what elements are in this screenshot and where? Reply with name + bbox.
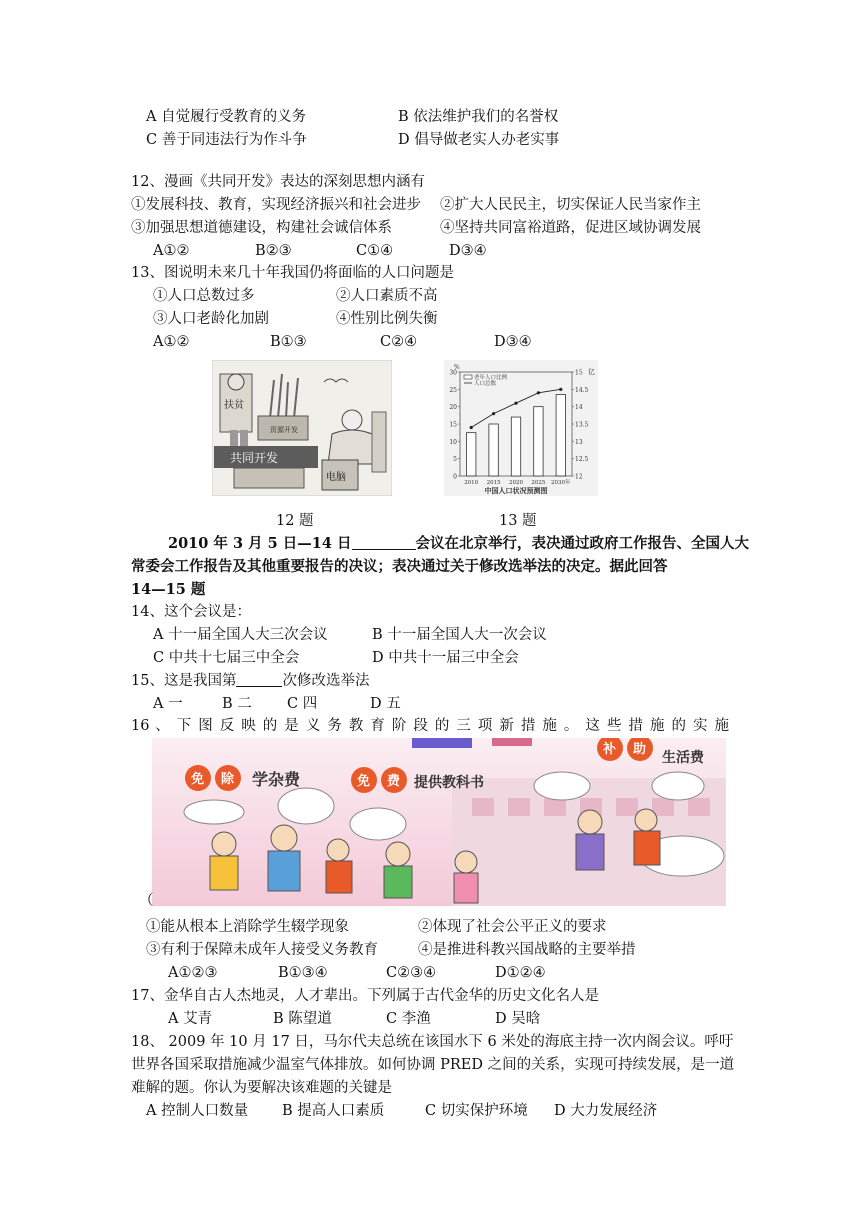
q14-stem: 14、这个会议是：: [131, 604, 251, 620]
intro-line-3: 14—15 题: [131, 581, 206, 598]
q14-option-d: D 中共十一届三中全会: [372, 650, 519, 666]
q13-option-b: B①③: [270, 334, 307, 350]
education-measures-poster: [152, 738, 726, 906]
q14-option-b: B 十一届全国人大一次会议: [372, 627, 547, 643]
chart-bar: [466, 433, 475, 476]
q18-option-c: C 切实保护环境: [425, 1103, 528, 1119]
chart-left-axis-unit: %: [454, 364, 460, 371]
q13-statement-4: ④性别比例失衡: [336, 311, 438, 327]
chart-left-tick-label: 25: [449, 386, 457, 394]
intro-blank: [352, 535, 416, 550]
q15-stem-end: 次修改选举法: [282, 673, 370, 689]
q12-statement-3: ③加强思想道德建设，构建社会诚信体系: [131, 220, 392, 236]
q15-stem: [131, 672, 369, 690]
chart-left-tick-label: 10: [449, 438, 457, 446]
q15-option-d: D 五: [370, 696, 401, 712]
q15-option-c: C 四: [287, 696, 318, 712]
q12-option-a: A①②: [153, 243, 190, 259]
q13-option-c: C②④: [380, 334, 418, 350]
q17-option-d: D 吴晗: [495, 1011, 541, 1027]
q16-statement-4: ④是推进科教兴国战略的主要举措: [418, 942, 636, 958]
q17-option-b: B 陈望道: [273, 1011, 332, 1027]
chart-right-tick-label: 14.5: [575, 386, 589, 394]
q15-stem-start: 15、这是我国第: [131, 673, 237, 689]
cartoon-title-label: 共同开发: [230, 451, 279, 465]
q12-option-c: C①④: [356, 243, 394, 259]
q12-option-d: D③④: [449, 243, 487, 259]
q16-option-a: A①②③: [168, 965, 218, 981]
population-chart: [444, 360, 598, 496]
chart-x-tick-label: 2030年: [551, 480, 571, 486]
q18-line-1: 18、 2009 年 10 月 17 日，马尔代夫总统在该国水下 6 米处的海底主持一次内阁会议。呼吁: [131, 1034, 734, 1050]
chart-left-tick-label: 15: [449, 421, 457, 429]
chart-legend-bar-swatch: [464, 375, 472, 379]
intro-line-2: 常委会工作报告及其他重要报告的决议；表决通过关于修改选举法的决定。据此回答: [131, 558, 668, 575]
chart-right-tick-label: 12.5: [575, 456, 589, 464]
chart-left-tick-label: 0: [453, 473, 457, 481]
cartoon-label-computer: 电脑: [326, 472, 346, 483]
q13-option-d: D③④: [494, 334, 532, 350]
intro-line-1: [168, 535, 749, 553]
poster-text-3: 生活费: [662, 750, 704, 766]
cartoon-label-fupin: 扶贫: [224, 400, 244, 411]
q15-option-a: A 一: [153, 696, 183, 712]
q17-option-a: A 艾青: [168, 1011, 213, 1027]
q16-paren: （: [139, 893, 154, 909]
chart-left-tick-label: 5: [453, 456, 457, 464]
q18-option-b: B 提高人口素质: [282, 1103, 385, 1119]
q16-statement-3: ③有利于保障未成年人接受义务教育: [146, 942, 378, 958]
chart-bar: [534, 407, 543, 476]
tag1-char-b: 除: [221, 772, 235, 787]
caption-q13: 13 题: [499, 513, 537, 529]
poster-text-1: 学杂费: [252, 770, 301, 789]
chart-bar: [556, 395, 565, 476]
q14-option-c: C 中共十七届三中全会: [153, 650, 300, 666]
q12-stem: 12、漫画《共同开发》表达的深刻思想内涵有: [131, 174, 425, 190]
q16-option-b: B①③④: [278, 965, 328, 981]
tag3-char-b: 助: [633, 742, 647, 757]
chart-title: 中国人口状况预测图: [484, 486, 548, 495]
q11-option-b: B 依法维护我们的名誉权: [398, 109, 559, 125]
chart-right-axis-unit: 亿: [588, 368, 595, 376]
q16-statement-1: ①能从根本上消除学生辍学现象: [146, 919, 349, 935]
q12-statement-2: ②扩大人民民主，切实保证人民当家作主: [440, 197, 701, 213]
q13-stem: 13、图说明未来几十年我国仍将面临的人口问题是: [131, 265, 454, 281]
chart-legend-line-label: 人口总数: [474, 381, 497, 387]
intro-date: 2010 年 3 月 5 日—14 日: [168, 535, 352, 552]
q13-statement-2: ②人口素质不高: [336, 288, 438, 304]
q12-statement-1: ①发展科技、教育，实现经济振兴和社会进步: [131, 197, 421, 213]
chart-line-point: [470, 426, 473, 429]
cartoon-gongtong-kaifa: [212, 360, 392, 496]
q18-option-a: A 控制人口数量: [146, 1103, 249, 1119]
cartoon-label-ziyuan: 资源开发: [270, 426, 298, 434]
q18-line-2: 世界各国采取措施减少温室气体排放。如何协调 PRED 之间的关系，实现可持续发展，是一道: [131, 1057, 735, 1073]
chart-line-point: [537, 391, 540, 394]
chart-x-tick-label: 2025: [531, 480, 546, 486]
chart-right-tick-label: 15: [575, 369, 583, 377]
chart-left-tick-label: 20: [449, 404, 457, 412]
q16-statement-2: ②体现了社会公平正义的要求: [418, 919, 607, 935]
q14-option-a: A 十一届全国人大三次会议: [153, 627, 328, 643]
chart-right-tick-label: 13: [575, 438, 583, 446]
chart-right-tick-label: 12: [575, 473, 583, 481]
q12-option-b: B②③: [255, 243, 292, 259]
q13-option-a: A①②: [153, 334, 190, 350]
q13-statement-1: ①人口总数过多: [153, 288, 255, 304]
q11-option-a: A 自觉履行受教育的义务: [146, 109, 307, 125]
q16-option-d: D①②④: [495, 965, 546, 981]
q18-option-d: D 大力发展经济: [554, 1103, 658, 1119]
chart-line-point: [559, 388, 562, 391]
chart-bar: [511, 417, 520, 476]
q18-line-3: 难解的题。你认为要解决该难题的关键是: [131, 1080, 392, 1096]
chart-x-tick-label: 2020: [509, 480, 523, 486]
caption-q12: 12 题: [276, 513, 314, 529]
q11-option-c: C 善于同违法行为作斗争: [146, 132, 307, 148]
intro-rest: 会议在北京举行，表决通过政府工作报告、全国人大: [415, 535, 750, 552]
q17-option-c: C 李渔: [386, 1011, 431, 1027]
q15-option-b: B 二: [222, 696, 252, 712]
tag1-char-a: 免: [191, 772, 205, 787]
q17-stem: 17、金华自古人杰地灵，人才辈出。下列属于古代金华的历史文化名人是: [131, 988, 599, 1004]
chart-right-tick-label: 13.5: [575, 421, 589, 429]
chart-right-tick-label: 14: [575, 404, 583, 412]
population-chart-svg: [444, 360, 598, 496]
chart-left-tick-label: 30: [449, 369, 457, 377]
tag3-char-a: 补: [603, 742, 617, 757]
chart-x-tick-label: 2010: [464, 480, 479, 486]
tag2-char-a: 免: [357, 774, 371, 789]
q16-option-c: C②③④: [386, 965, 437, 981]
tag2-char-b: 费: [387, 774, 401, 789]
chart-line-point: [492, 412, 495, 415]
chart-bar: [489, 424, 498, 476]
q12-statement-4: ④坚持共同富裕道路，促进区域协调发展: [440, 220, 701, 236]
q11-option-d: D 倡导做老实人办老实事: [398, 132, 560, 148]
chart-line-point: [514, 402, 517, 405]
chart-legend-bar-label: 老年人口比例: [474, 375, 508, 381]
poster-text-2: 提供教科书: [414, 775, 484, 791]
chart-x-tick-label: 2015: [486, 480, 501, 486]
q16-stem: 16 、 下 图 反 映 的 是 义 务 教 育 阶 段 的 三 项 新 措 施 。 这 些 措 施 的 实 施: [131, 718, 729, 734]
q13-statement-3: ③人口老龄化加剧: [153, 311, 269, 327]
q15-blank: [236, 672, 282, 687]
